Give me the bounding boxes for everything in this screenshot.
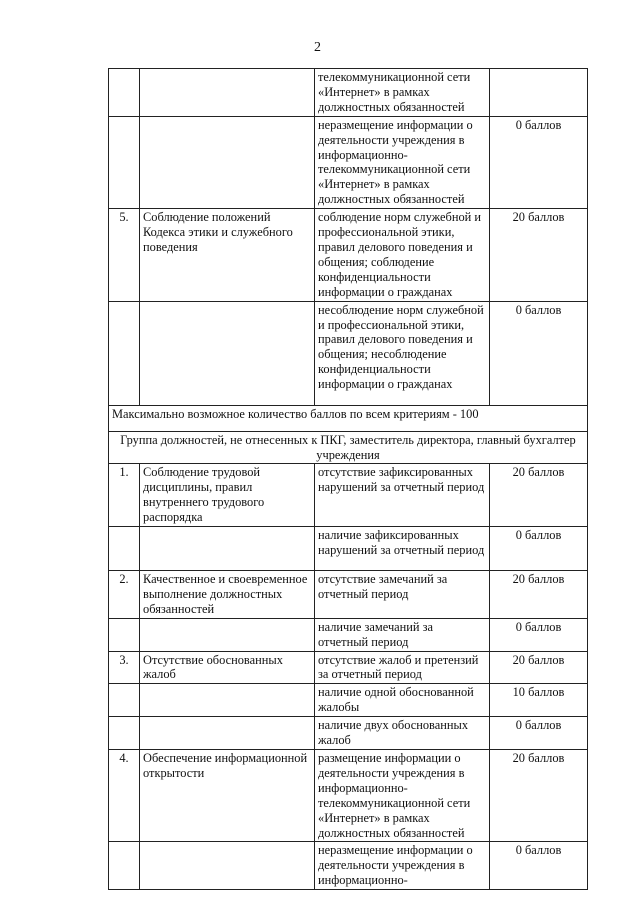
table-row xyxy=(109,618,588,651)
criterion-name-cell xyxy=(140,618,315,651)
criterion-name-cell xyxy=(140,527,315,571)
table-section-row xyxy=(109,431,588,464)
criterion-number-cell xyxy=(109,842,140,890)
score-cell: 20 баллов xyxy=(490,209,588,301)
criterion-number-cell xyxy=(109,301,140,405)
criteria-table-body xyxy=(109,69,588,890)
condition-cell: наличие одной обоснованной жалобы xyxy=(315,684,490,717)
score-cell: 0 баллов xyxy=(490,301,588,405)
criterion-name-cell xyxy=(140,717,315,750)
score-cell: 0 баллов xyxy=(490,618,588,651)
score-cell: 20 баллов xyxy=(490,464,588,527)
section-cell: Группа должностей, не отнесенных к ПКГ, заместитель директора, главный бухгалтер учреждения xyxy=(109,431,588,464)
score-cell: 0 баллов xyxy=(490,717,588,750)
section-cell: Максимально возможное количество баллов по всем критериям - 100 xyxy=(109,405,588,431)
criterion-name-cell: Соблюдение положений Кодекса этики и служебного поведения xyxy=(140,209,315,301)
score-cell: 0 баллов xyxy=(490,527,588,571)
table-row xyxy=(109,651,588,684)
condition-cell: отсутствие зафиксированных нарушений за отчетный период xyxy=(315,464,490,527)
condition-cell: отсутствие замечаний за отчетный период xyxy=(315,571,490,619)
criterion-number-cell: 2. xyxy=(109,571,140,619)
criterion-name-cell: Отсутствие обоснованных жалоб xyxy=(140,651,315,684)
condition-cell: размещение информации о деятельности учреждения в информационно-телекоммуникационной сети «Интернет» в рамках должностных обязанностей xyxy=(315,750,490,842)
table-row xyxy=(109,717,588,750)
table-row xyxy=(109,684,588,717)
page-number: 2 xyxy=(314,40,321,55)
table-row xyxy=(109,464,588,527)
condition-cell: отсутствие жалоб и претензий за отчетный период xyxy=(315,651,490,684)
condition-cell: наличие зафиксированных нарушений за отчетный период xyxy=(315,527,490,571)
criterion-number-cell: 1. xyxy=(109,464,140,527)
table-row xyxy=(109,209,588,301)
criterion-number-cell xyxy=(109,618,140,651)
table-row xyxy=(109,750,588,842)
criterion-name-cell xyxy=(140,69,315,117)
table-row xyxy=(109,301,588,405)
condition-cell: несоблюдение норм служебной и профессиональной этики, правил делового поведения и общения; несоблюдение конфиденциальности информации о гражданах xyxy=(315,301,490,405)
criterion-number-cell: 4. xyxy=(109,750,140,842)
criterion-name-cell: Соблюдение трудовой дисциплины, правил внутреннего трудового распорядка xyxy=(140,464,315,527)
criterion-number-cell: 3. xyxy=(109,651,140,684)
table-section-row xyxy=(109,405,588,431)
table-row xyxy=(109,571,588,619)
criterion-number-cell xyxy=(109,69,140,117)
criterion-number-cell xyxy=(109,684,140,717)
score-cell: 0 баллов xyxy=(490,116,588,208)
criterion-number-cell: 5. xyxy=(109,209,140,301)
condition-cell: наличие двух обоснованных жалоб xyxy=(315,717,490,750)
score-cell: 0 баллов xyxy=(490,842,588,890)
score-cell: 20 баллов xyxy=(490,750,588,842)
condition-cell: соблюдение норм служебной и профессиональной этики, правил делового поведения и общения; соблюдение конфиденциальности информации о гражданах xyxy=(315,209,490,301)
score-cell: 20 баллов xyxy=(490,571,588,619)
criterion-name-cell xyxy=(140,684,315,717)
criteria-table xyxy=(108,68,588,890)
criterion-number-cell xyxy=(109,116,140,208)
table-row xyxy=(109,842,588,890)
score-cell: 20 баллов xyxy=(490,651,588,684)
criterion-name-cell: Обеспечение информационной открытости xyxy=(140,750,315,842)
score-cell: 10 баллов xyxy=(490,684,588,717)
criterion-name-cell xyxy=(140,842,315,890)
criterion-name-cell: Качественное и своевременное выполнение должностных обязанностей xyxy=(140,571,315,619)
table-row xyxy=(109,116,588,208)
condition-cell: неразмещение информации о деятельности учреждения в информационно- xyxy=(315,842,490,890)
table-row xyxy=(109,527,588,571)
score-cell xyxy=(490,69,588,117)
criterion-name-cell xyxy=(140,116,315,208)
criterion-number-cell xyxy=(109,527,140,571)
condition-cell: неразмещение информации о деятельности учреждения в информационно-телекоммуникационной сети «Интернет» в рамках должностных обязанностей xyxy=(315,116,490,208)
table-row xyxy=(109,69,588,117)
condition-cell: наличие замечаний за отчетный период xyxy=(315,618,490,651)
condition-cell: телекоммуникационной сети «Интернет» в рамках должностных обязанностей xyxy=(315,69,490,117)
criterion-number-cell xyxy=(109,717,140,750)
criterion-name-cell xyxy=(140,301,315,405)
